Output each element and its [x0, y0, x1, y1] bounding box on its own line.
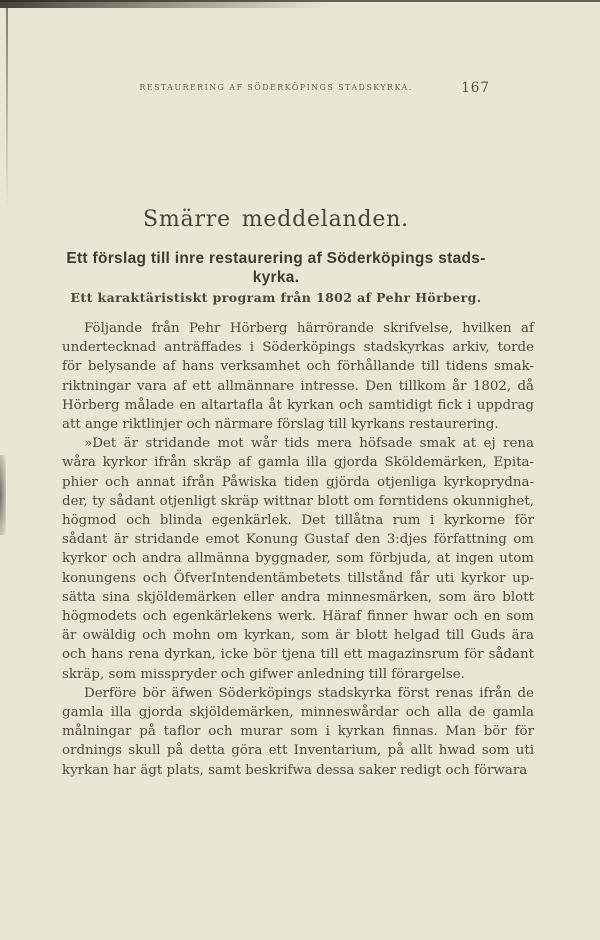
body-text: [62, 319, 534, 780]
scan-edge-top-left-artifact: [0, 0, 330, 8]
running-title: RESTAURERING AF SÖDERKÖPINGS STADSKYRKA.: [139, 83, 413, 92]
section-title: Smärre meddelanden.: [143, 207, 409, 232]
text-line: gamla illa gjorda skjöldemärken, minneswårdar och alla de gamla: [62, 705, 534, 721]
article-subheading: Ett karaktäristiskt program från 1802 af Pehr Hörberg.: [70, 290, 482, 305]
text-line: kyrkan har ägt plats, samt beskrifwa dessa saker redigt och förwara: [62, 762, 528, 778]
text-line: ordnings skull på detta göra ett Inventarium, på allt hwad som uti: [62, 743, 534, 759]
scan-edge-left-smudge-artifact: [0, 455, 6, 535]
paragraph: [62, 319, 534, 434]
text-line: phier och annat ifrån Påwiska tiden gjörda otjenliga kyrkoprydna-: [62, 474, 534, 490]
scan-edge-left-line-artifact: [6, 8, 8, 208]
text-line: högmod och blinda egenkärlek. Det tillåtna rum i kyrkorne för: [62, 513, 534, 529]
text-line: Följande från Pehr Hörberg härrörande skrifvelse, hvilken af: [84, 321, 534, 336]
text-line: kyrkor och andra allmänna byggnader, som förbjuda, at ingen utom: [62, 551, 534, 567]
article-title-line-1: Ett förslag till inre restaurering af Söderköpings stads-: [66, 250, 486, 267]
text-line: sådant är stridande emot Konung Gustaf den 3:djes författning om: [62, 532, 534, 548]
text-line: är owäldig och mohn om kyrkan, som är blott helgad till Guds ära: [62, 628, 534, 644]
paragraph: [62, 434, 534, 684]
text-line: och hans rena dyrkan, icke bör tjena till ett magazinsrum för sådant: [62, 647, 534, 663]
text-line: der, ty sådant otjenligt skräp wittnar blott om forntidens okunnighet,: [62, 493, 534, 509]
text-line: skräp, som misspryder och gifwer anledning till förargelse.: [62, 666, 465, 682]
text-line: för belysande af hans verksamhet och förhållande till tidens smak-: [62, 359, 534, 375]
text-line: konungens och ÖfverIntendentämbetets tillstånd får uti kyrkor up-: [62, 570, 534, 586]
text-line: »Det är stridande mot wår tids mera höfsade smak at ej rena: [84, 436, 534, 452]
text-line: undertecknad anträffades i Söderköpings stadskyrkas arkiv, torde: [62, 340, 534, 356]
running-head: [62, 80, 490, 96]
page-number: 167: [461, 80, 490, 96]
text-line: wåra kyrkor ifrån skräp af gamla illa gjorda Sköldemärken, Epita-: [62, 455, 534, 471]
paragraph: [62, 684, 534, 780]
text-line: målningar på taflor och murar som i kyrkan finnas. Man bör för: [62, 724, 534, 740]
text-line: Hörberg målade en altartafla åt kyrkan och samtidigt fick i uppdrag: [62, 397, 534, 413]
article-title: [30, 249, 522, 287]
text-line: riktningar vara af ett allmännare intresse. Den tillkom år 1802, då: [62, 378, 534, 394]
text-line: högmodets och egenkärlekens werk. Häraf finner hwar och en som: [62, 609, 534, 625]
text-line: Derföre bör äfwen Söderköpings stadskyrka först renas ifrån de: [84, 685, 534, 701]
article-title-line-2: kyrka.: [252, 269, 300, 286]
text-line: att ange riktlinjer och närmare förslag till kyrkans restaurering.: [62, 417, 499, 433]
text-line: sätta sina skjöldemärken eller andra minnesmärken, som äro blott: [62, 589, 534, 605]
